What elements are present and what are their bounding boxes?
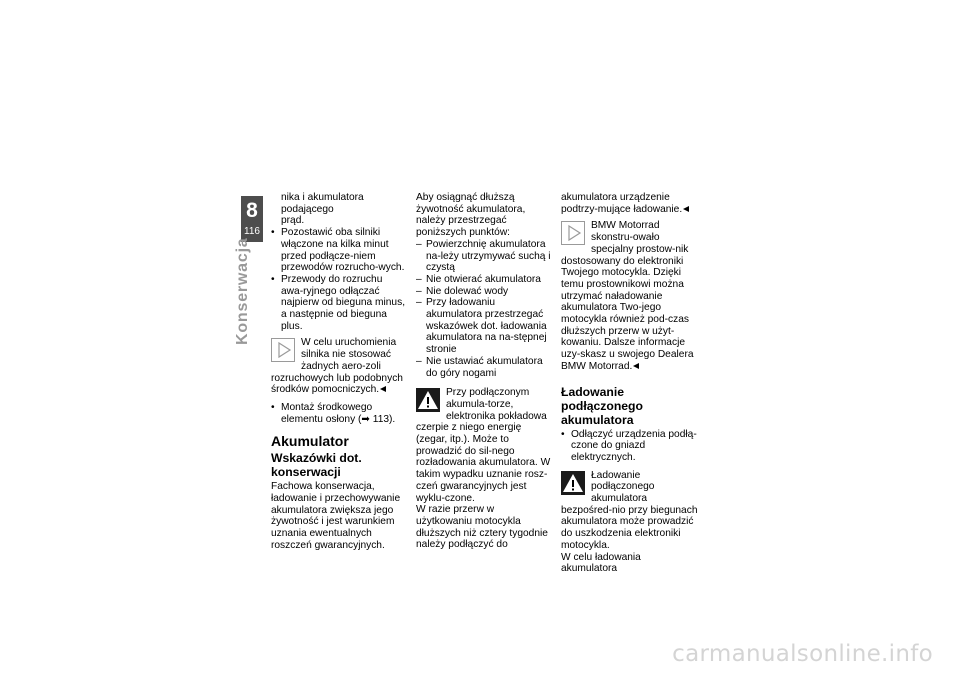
watermark: carmanualsonline.info	[672, 641, 933, 667]
warning-icon	[416, 388, 440, 412]
dash-item: – Nie ustawiać akumulatora do góry nogami	[416, 356, 552, 379]
column-3	[561, 192, 699, 575]
info-triangle-icon	[271, 338, 295, 362]
paragraph: Fachowa konserwacja, ładowanie i przechowywanie akumulatora zwiększa jego żywotność i jest warunkiem uznania ewentualnych roszczeń gwarancyjnych.	[271, 481, 401, 551]
warning-icon	[561, 471, 585, 495]
info-triangle-icon	[561, 221, 585, 245]
bullet-item: • Pozostawić oba silniki włączone na kilka minut przed podłącze-niem przewodów rozrucho-wych.	[271, 227, 407, 274]
info-note-text: BMW Motorrad skonstru-owało specjalny prostow-nik dostosowany do elektroniki Twojego motocykla. Dzięki temu prostownikowi można utrzymać naładowanie akumulatora Two-jego motocykla również pod-czas dłuższych przerw w użyt-kowaniu. Dalsze informacje uzy-skasz u swojego Dealera BMW Motorrad.	[561, 220, 694, 372]
dash-item: – Przy ładowaniu akumulatora przestrzegać wskazówek dot. ładowania akumulatora na na-stępnej stronie	[416, 297, 552, 356]
end-of-section-icon	[683, 206, 689, 212]
dash-item: – Nie dolewać wody	[416, 286, 552, 298]
paragraph: W celu ładowania akumulatora	[561, 551, 641, 575]
continued-text: nika i akumulatora podającego	[281, 192, 364, 215]
heading-maintenance-notes: Wskazówki dot. konserwacji	[271, 451, 362, 480]
dash-item: – Powierzchnię akumulatora na-leży utrzymywać suchą i czystą	[416, 239, 552, 274]
bullet-text: Montaż środkowego elementu osłony (	[281, 401, 373, 425]
paragraph: W razie przerw w użytkowaniu motocykla dłuższych niż cztery tygodnie należy podłączyć do	[416, 504, 548, 551]
paragraph: Aby osiągnąć dłuższą żywotność akumulatora, należy przestrzegać poniższych punktów:	[416, 192, 526, 239]
column-2	[416, 192, 552, 551]
bullet-item: • Odłączyć urządzenia podłą-czone do gniazd elektrycznych.	[561, 429, 699, 464]
column-1	[271, 192, 407, 552]
info-note-text: W celu uruchomienia silnika nie stosować żadnych aero-zoli rozruchowych lub podobnych środków pomocniczych.	[271, 337, 403, 396]
info-note	[271, 337, 407, 396]
heading-battery: Akumulator	[271, 433, 349, 450]
end-of-section-icon	[380, 386, 386, 392]
continued-text	[561, 192, 699, 215]
bullet-item	[271, 402, 407, 425]
page-reference-arrow-icon: ➡	[361, 413, 370, 425]
page-number: 116	[244, 226, 260, 237]
chapter-number: 8	[246, 199, 258, 222]
heading-charging: Ładowanie podłączonego akumulatora	[561, 384, 643, 427]
continued-text-end: prąd.	[281, 215, 305, 227]
bullet-item: • Przewody do rozruchu awa-ryjnego odłączać najpierw od bieguna minus, a następnie od bieguna plus.	[271, 274, 407, 333]
end-of-section-icon	[633, 363, 639, 369]
warning-text: Ładowanie podłączonego akumulatora bezpośred-nio przy biegunach akumulatora może prowadzić do uszkodzenia elektroniki motocykla.	[561, 469, 698, 551]
page-reference: 113).	[369, 413, 396, 425]
info-note	[561, 220, 699, 372]
warning-note	[561, 470, 699, 552]
dash-item: – Nie otwierać akumulatora	[416, 274, 552, 286]
continued-text-span: akumulatora urządzenie podtrzy-mujące ładowanie.	[561, 192, 683, 215]
section-title-vertical: Konserwacja	[234, 237, 251, 345]
warning-text: Przy podłączonym akumula-torze, elektronika pokładowa czerpie z niego energię (zegar, itp.). Może to prowadzić do sil-nego rozładowania akumulatora. W takim wypadku uznanie rosz-czeń gwarancyjnych jest wyklu-czone.	[416, 387, 551, 504]
warning-note	[416, 387, 552, 504]
